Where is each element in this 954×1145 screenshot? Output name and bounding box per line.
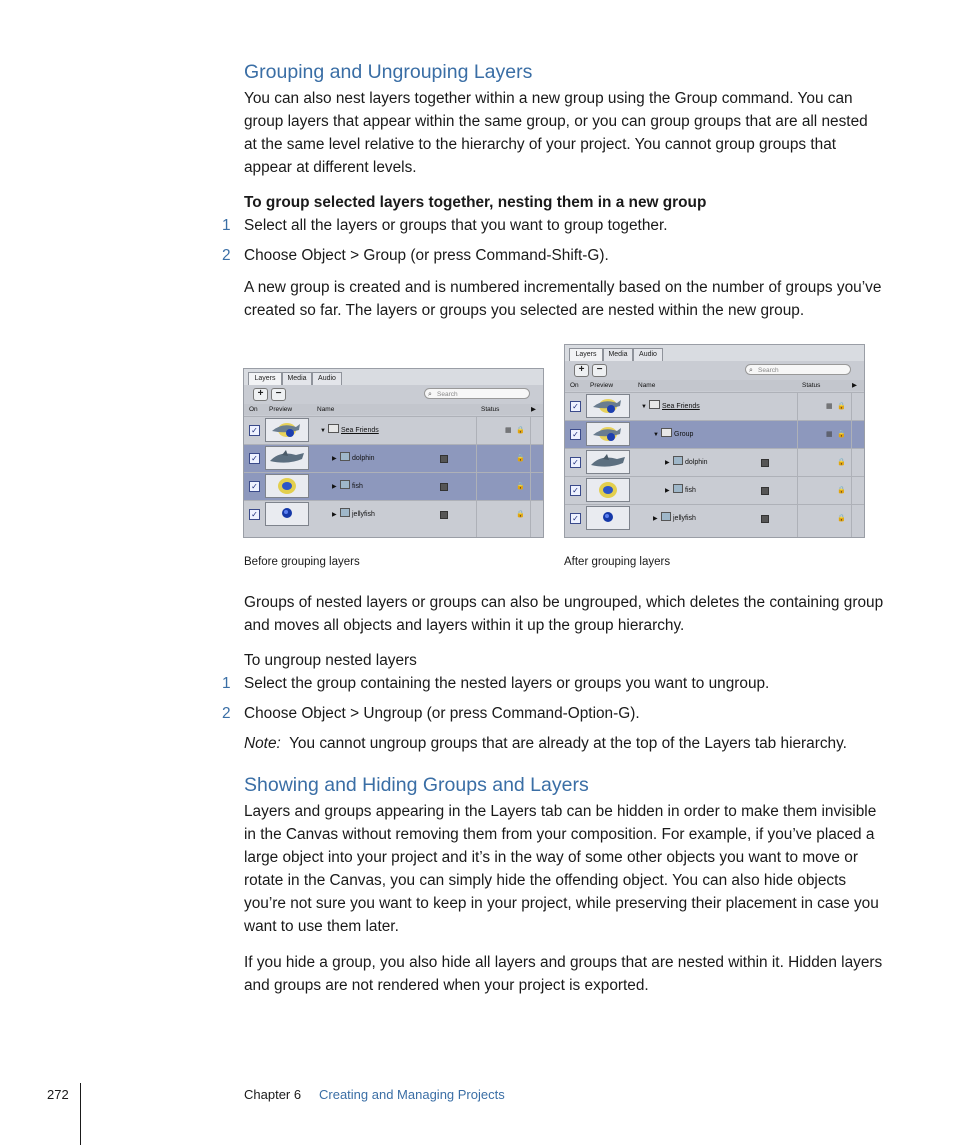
result-paragraph: A new group is created and is numbered incrementally based on the number of groups you’ve created so far. The layers or groups you selected are nested within the new group. bbox=[244, 279, 882, 319]
column-menu-icon[interactable]: ▶ bbox=[531, 406, 536, 413]
step-number: 1 bbox=[222, 675, 231, 692]
layer-row-group[interactable] bbox=[565, 420, 864, 448]
remove-layer-button[interactable]: − bbox=[271, 388, 286, 401]
tab-layers[interactable]: Layers bbox=[569, 348, 603, 361]
layer-name: ▶ dolphin bbox=[665, 456, 708, 469]
group-icon bbox=[649, 400, 660, 409]
footer-chapter: Chapter 6 bbox=[244, 1087, 302, 1102]
layer-icon bbox=[340, 452, 350, 461]
ungroup-paragraph: Groups of nested layers or groups can also be ungrouped, which deletes the containing group and moves all objects and layers within it up the group hierarchy. bbox=[244, 594, 884, 634]
layer-row-jellyfish[interactable] bbox=[244, 500, 543, 528]
scrollbar-divider bbox=[851, 392, 852, 537]
visibility-checkbox[interactable]: ✓ bbox=[570, 401, 581, 412]
layer-type-icon bbox=[440, 483, 448, 491]
preview-thumbnail bbox=[265, 418, 309, 442]
lock-icon[interactable]: 🔒 bbox=[516, 511, 525, 518]
preview-thumbnail bbox=[586, 422, 630, 446]
search-icon: ⌕ bbox=[428, 391, 432, 398]
showing-paragraph-2: If you hide a group, you also hide all layers and groups that are nested within it. Hidden layers and groups are not rendered when your project is exported. bbox=[244, 954, 883, 994]
lock-icon[interactable]: 🔒 bbox=[516, 483, 525, 490]
remove-layer-button[interactable]: − bbox=[592, 364, 607, 377]
step-text: Choose Object > Ungroup (or press Command-Option-G). bbox=[244, 705, 640, 722]
group-status-icon: ▦ bbox=[826, 403, 833, 410]
layer-name: ▼ Sea Friends bbox=[320, 424, 379, 437]
layer-type-icon bbox=[761, 459, 769, 467]
layer-name: ▶ jellyfish bbox=[653, 512, 696, 525]
figure-caption-after: After grouping layers bbox=[564, 556, 671, 568]
section-heading-grouping: Grouping and Ungrouping Layers bbox=[244, 61, 533, 83]
note-label: Note: bbox=[244, 735, 281, 752]
layer-type-icon bbox=[440, 455, 448, 463]
section-heading-showing: Showing and Hiding Groups and Layers bbox=[244, 774, 589, 796]
layer-icon bbox=[661, 512, 671, 521]
group-status-icon: ▦ bbox=[826, 431, 833, 438]
col-name: Name bbox=[638, 382, 656, 389]
column-header bbox=[244, 404, 543, 415]
layer-name: ▶ fish bbox=[332, 480, 363, 493]
preview-thumbnail bbox=[265, 474, 309, 498]
layer-icon bbox=[340, 480, 350, 489]
column-menu-icon[interactable]: ▶ bbox=[852, 382, 857, 389]
col-status: Status bbox=[802, 382, 821, 389]
layer-row-jellyfish[interactable] bbox=[565, 504, 864, 532]
visibility-checkbox[interactable]: ✓ bbox=[249, 453, 260, 464]
layer-row-fish[interactable] bbox=[244, 472, 543, 500]
status-divider bbox=[476, 416, 477, 537]
lock-icon[interactable]: 🔒 bbox=[837, 487, 846, 494]
note-text: You cannot ungroup groups that are already at the top of the Layers tab hierarchy. bbox=[289, 735, 847, 752]
layer-row-dolphin[interactable] bbox=[244, 444, 543, 472]
layer-icon bbox=[673, 456, 683, 465]
layers-panel-before bbox=[243, 368, 544, 538]
layer-row-dolphin[interactable] bbox=[565, 448, 864, 476]
preview-thumbnail bbox=[586, 506, 630, 530]
layer-type-icon bbox=[761, 515, 769, 523]
scrollbar-divider bbox=[530, 416, 531, 537]
preview-thumbnail bbox=[265, 446, 309, 470]
layer-type-icon bbox=[761, 487, 769, 495]
lock-icon[interactable]: 🔒 bbox=[837, 459, 846, 466]
group-icon bbox=[661, 428, 672, 437]
layer-row-sea-friends[interactable] bbox=[244, 416, 543, 444]
col-preview: Preview bbox=[590, 382, 614, 389]
step-number: 1 bbox=[222, 217, 231, 234]
panel-tabs bbox=[244, 369, 543, 385]
lock-icon[interactable]: 🔒 bbox=[516, 455, 525, 462]
task-title-group: To group selected layers together, nesting them in a new group bbox=[244, 194, 707, 211]
preview-thumbnail bbox=[265, 502, 309, 526]
layer-icon bbox=[673, 484, 683, 493]
col-on: On bbox=[249, 406, 258, 413]
lock-icon[interactable]: 🔒 bbox=[516, 427, 525, 434]
figure-caption-before: Before grouping layers bbox=[244, 556, 360, 568]
visibility-checkbox[interactable]: ✓ bbox=[570, 485, 581, 496]
column-header bbox=[565, 380, 864, 391]
visibility-checkbox[interactable]: ✓ bbox=[570, 457, 581, 468]
layer-type-icon bbox=[440, 511, 448, 519]
search-icon: ⌕ bbox=[749, 367, 753, 374]
status-divider bbox=[797, 392, 798, 537]
layer-name: ▼ Group bbox=[653, 428, 693, 441]
step-text: Choose Object > Group (or press Command-Shift-G). bbox=[244, 247, 609, 264]
layer-name: ▼ Sea Friends bbox=[641, 400, 700, 413]
col-status: Status bbox=[481, 406, 500, 413]
search-placeholder: Search bbox=[437, 391, 458, 398]
step-number: 2 bbox=[222, 247, 231, 264]
col-name: Name bbox=[317, 406, 335, 413]
showing-paragraph-1: Layers and groups appearing in the Layers tab can be hidden in order to make them invisible in the Canvas without removing them from your composition. For example, if you’ve placed a large object into your project and it’s in the way of some other objects you want to move or rotate in the Canvas, you can simply hide the offending object. You can also hide objects you’re not sure you want to keep in your project, while preserving their placement in case you want to use them later. bbox=[244, 803, 879, 935]
page-number: 272 bbox=[47, 1087, 69, 1102]
search-input[interactable] bbox=[745, 364, 851, 375]
tab-audio[interactable]: Audio bbox=[312, 372, 342, 385]
footer-divider bbox=[80, 1083, 81, 1145]
preview-thumbnail bbox=[586, 450, 630, 474]
layer-name: ▶ jellyfish bbox=[332, 508, 375, 521]
lock-icon[interactable]: 🔒 bbox=[837, 403, 846, 410]
task-title-ungroup: To ungroup nested layers bbox=[244, 652, 417, 669]
layer-row-sea-friends[interactable] bbox=[565, 392, 864, 420]
visibility-checkbox[interactable]: ✓ bbox=[249, 481, 260, 492]
group-icon bbox=[328, 424, 339, 433]
step-text: Select all the layers or groups that you want to group together. bbox=[244, 217, 668, 234]
visibility-checkbox[interactable]: ✓ bbox=[570, 429, 581, 440]
preview-thumbnail bbox=[586, 478, 630, 502]
lock-icon[interactable]: 🔒 bbox=[837, 431, 846, 438]
step-text: Select the group containing the nested layers or groups you want to ungroup. bbox=[244, 675, 770, 692]
preview-thumbnail bbox=[586, 394, 630, 418]
footer-chapter-title: Creating and Managing Projects bbox=[319, 1087, 505, 1102]
layers-panel-after bbox=[564, 344, 865, 538]
tab-layers[interactable]: Layers bbox=[248, 372, 282, 385]
visibility-checkbox[interactable]: ✓ bbox=[249, 509, 260, 520]
note-paragraph bbox=[244, 735, 847, 753]
intro-paragraph: You can also nest layers together within a new group using the Group command. You can group layers that appear within the same group, or you can group groups that are all nested at the same level relative to the hierarchy of your project. You cannot group groups that appear at different levels. bbox=[244, 90, 868, 176]
visibility-checkbox[interactable]: ✓ bbox=[570, 513, 581, 524]
visibility-checkbox[interactable]: ✓ bbox=[249, 425, 260, 436]
search-placeholder: Search bbox=[758, 367, 779, 374]
panel-tabs bbox=[565, 345, 864, 361]
tab-audio[interactable]: Audio bbox=[633, 348, 663, 361]
tab-media[interactable]: Media bbox=[282, 372, 312, 385]
layer-row-fish[interactable] bbox=[565, 476, 864, 504]
search-input[interactable] bbox=[424, 388, 530, 399]
tab-media[interactable]: Media bbox=[603, 348, 633, 361]
layer-icon bbox=[340, 508, 350, 517]
group-status-icon: ▦ bbox=[505, 427, 512, 434]
add-layer-button[interactable]: + bbox=[253, 388, 268, 401]
col-preview: Preview bbox=[269, 406, 293, 413]
layer-name: ▶ dolphin bbox=[332, 452, 375, 465]
col-on: On bbox=[570, 382, 579, 389]
step-number: 2 bbox=[222, 705, 231, 722]
layer-name: ▶ fish bbox=[665, 484, 696, 497]
add-layer-button[interactable]: + bbox=[574, 364, 589, 377]
lock-icon[interactable]: 🔒 bbox=[837, 515, 846, 522]
